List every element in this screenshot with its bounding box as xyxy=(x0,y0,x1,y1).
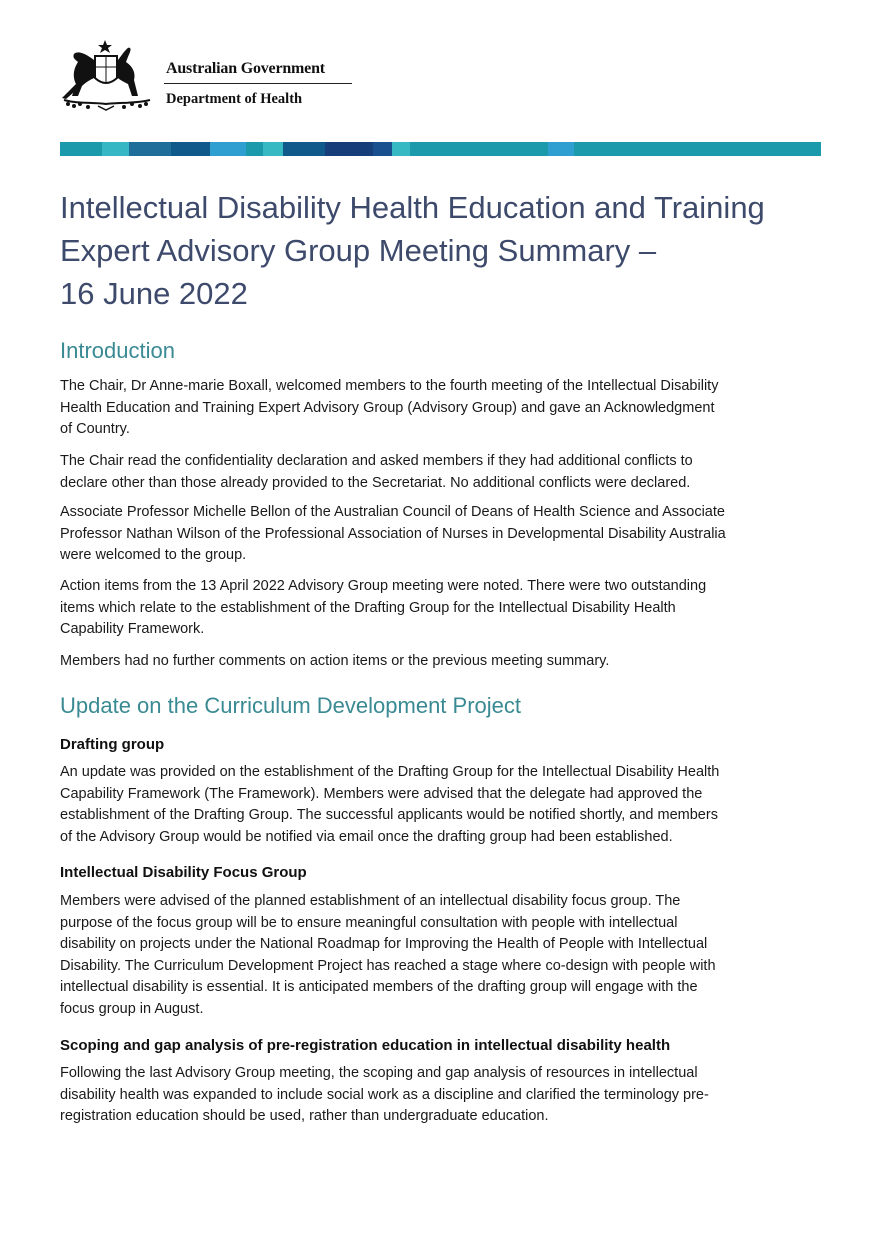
page-title xyxy=(60,186,830,315)
text-line: establishment of the Drafting Group. The successful applicants would be notified shortly, and members xyxy=(60,807,718,823)
band-segment xyxy=(246,142,264,156)
text-line: intellectual disability is essential. It is anticipated members of the drafting group will engage with the xyxy=(60,979,698,995)
intro-paragraph-4 xyxy=(60,576,824,641)
government-name: Australian Government xyxy=(166,60,325,77)
intro-paragraph-3 xyxy=(60,502,824,567)
text-line: disability health was expanded to include social work as a discipline and clarified the terminology pre- xyxy=(60,1086,709,1103)
text-line: Health Education and Training Expert Advisory Group (Advisory Group) and gave an Acknowledgment xyxy=(60,399,715,416)
drafting-group-paragraph xyxy=(60,762,824,848)
curriculum-update-heading: Update on the Curriculum Development Project xyxy=(60,693,522,718)
text-line: The Chair read the confidentiality declaration and asked members if they had additional conflicts to xyxy=(60,453,693,469)
text-line: purpose of the focus group will be to ensure meaningful consultation with people with intellectual xyxy=(60,914,678,931)
text-line: Professor Nathan Wilson of the Professional Association of Nurses in Developmental Disability Australia xyxy=(60,525,726,542)
band-segment xyxy=(60,142,102,156)
band-segment xyxy=(129,142,171,156)
band-segment xyxy=(548,142,575,156)
text-line: disability on projects under the National Roadmap for Improving the Health of People with Intellectual xyxy=(60,936,708,952)
text-line: were welcomed to the group. xyxy=(60,547,247,563)
text-line: Disability. The Curriculum Development Project has reached a stage where co-design with people with xyxy=(60,957,716,974)
title-line: Intellectual Disability Health Education and Training xyxy=(60,190,765,225)
intro-paragraph-2 xyxy=(60,451,824,494)
text-line: Capability Framework (The Framework). Members were advised that the delegate had approved the xyxy=(60,785,703,802)
text-line: focus group in August. xyxy=(60,1000,204,1017)
text-line: Capability Framework. xyxy=(60,621,205,637)
text-line: An update was provided on the establishment of the Drafting Group for the Intellectual Disability Health xyxy=(60,764,720,780)
scoping-paragraph xyxy=(60,1063,824,1128)
text-line: declare other than those already provided to the Secretariat. No additional conflicts were declared. xyxy=(60,474,691,491)
band-segment xyxy=(263,142,282,156)
text-line: of the Advisory Group would be notified via email once the drafting group had been established. xyxy=(60,828,673,845)
band-segment xyxy=(373,142,392,156)
band-segment xyxy=(171,142,210,156)
band-segment xyxy=(410,142,463,156)
band-segment xyxy=(325,142,373,156)
text-line: Action items from the 13 April 2022 Advisory Group meeting were noted. There were two outstanding xyxy=(60,578,707,594)
text-line: Members were advised of the planned establishment of an intellectual disability focus group. The xyxy=(60,893,681,909)
band-segment xyxy=(283,142,325,156)
title-line: 16 June 2022 xyxy=(60,276,248,311)
intro-paragraph-5 xyxy=(60,651,824,673)
band-segment xyxy=(574,142,715,156)
focus-group-paragraph xyxy=(60,891,824,1020)
header-color-band xyxy=(60,142,821,156)
band-segment xyxy=(392,142,410,156)
scoping-heading: Scoping and gap analysis of pre-registration education in intellectual disability health xyxy=(60,1037,671,1054)
text-line: registration education should be used, rather than undergraduate education. xyxy=(60,1108,549,1124)
text-line: of Country. xyxy=(60,421,130,437)
title-line: Expert Advisory Group Meeting Summary – xyxy=(60,233,657,268)
logo-divider xyxy=(164,83,352,84)
intro-paragraph-1 xyxy=(60,376,824,441)
introduction-heading: Introduction xyxy=(60,338,175,363)
text-line: items which relate to the establishment of the Drafting Group for the Intellectual Disability Health xyxy=(60,599,676,616)
department-name: Department of Health xyxy=(166,91,303,107)
band-segment xyxy=(210,142,245,156)
focus-group-heading: Intellectual Disability Focus Group xyxy=(60,864,307,881)
band-segment xyxy=(463,142,548,156)
drafting-group-heading: Drafting group xyxy=(60,736,165,753)
text-line: The Chair, Dr Anne-marie Boxall, welcomed members to the fourth meeting of the Intellectual Disability xyxy=(60,378,719,394)
text-line: Associate Professor Michelle Bellon of the Australian Council of Deans of Health Science and Associate xyxy=(60,504,725,520)
text-line: Members had no further comments on action items or the previous meeting summary. xyxy=(60,653,610,669)
text-line: Following the last Advisory Group meeting, the scoping and gap analysis of resources in intellectual xyxy=(60,1065,698,1081)
band-segment xyxy=(102,142,129,156)
government-logo xyxy=(58,38,358,116)
coat-of-arms-icon xyxy=(58,38,156,112)
band-segment xyxy=(716,142,821,156)
